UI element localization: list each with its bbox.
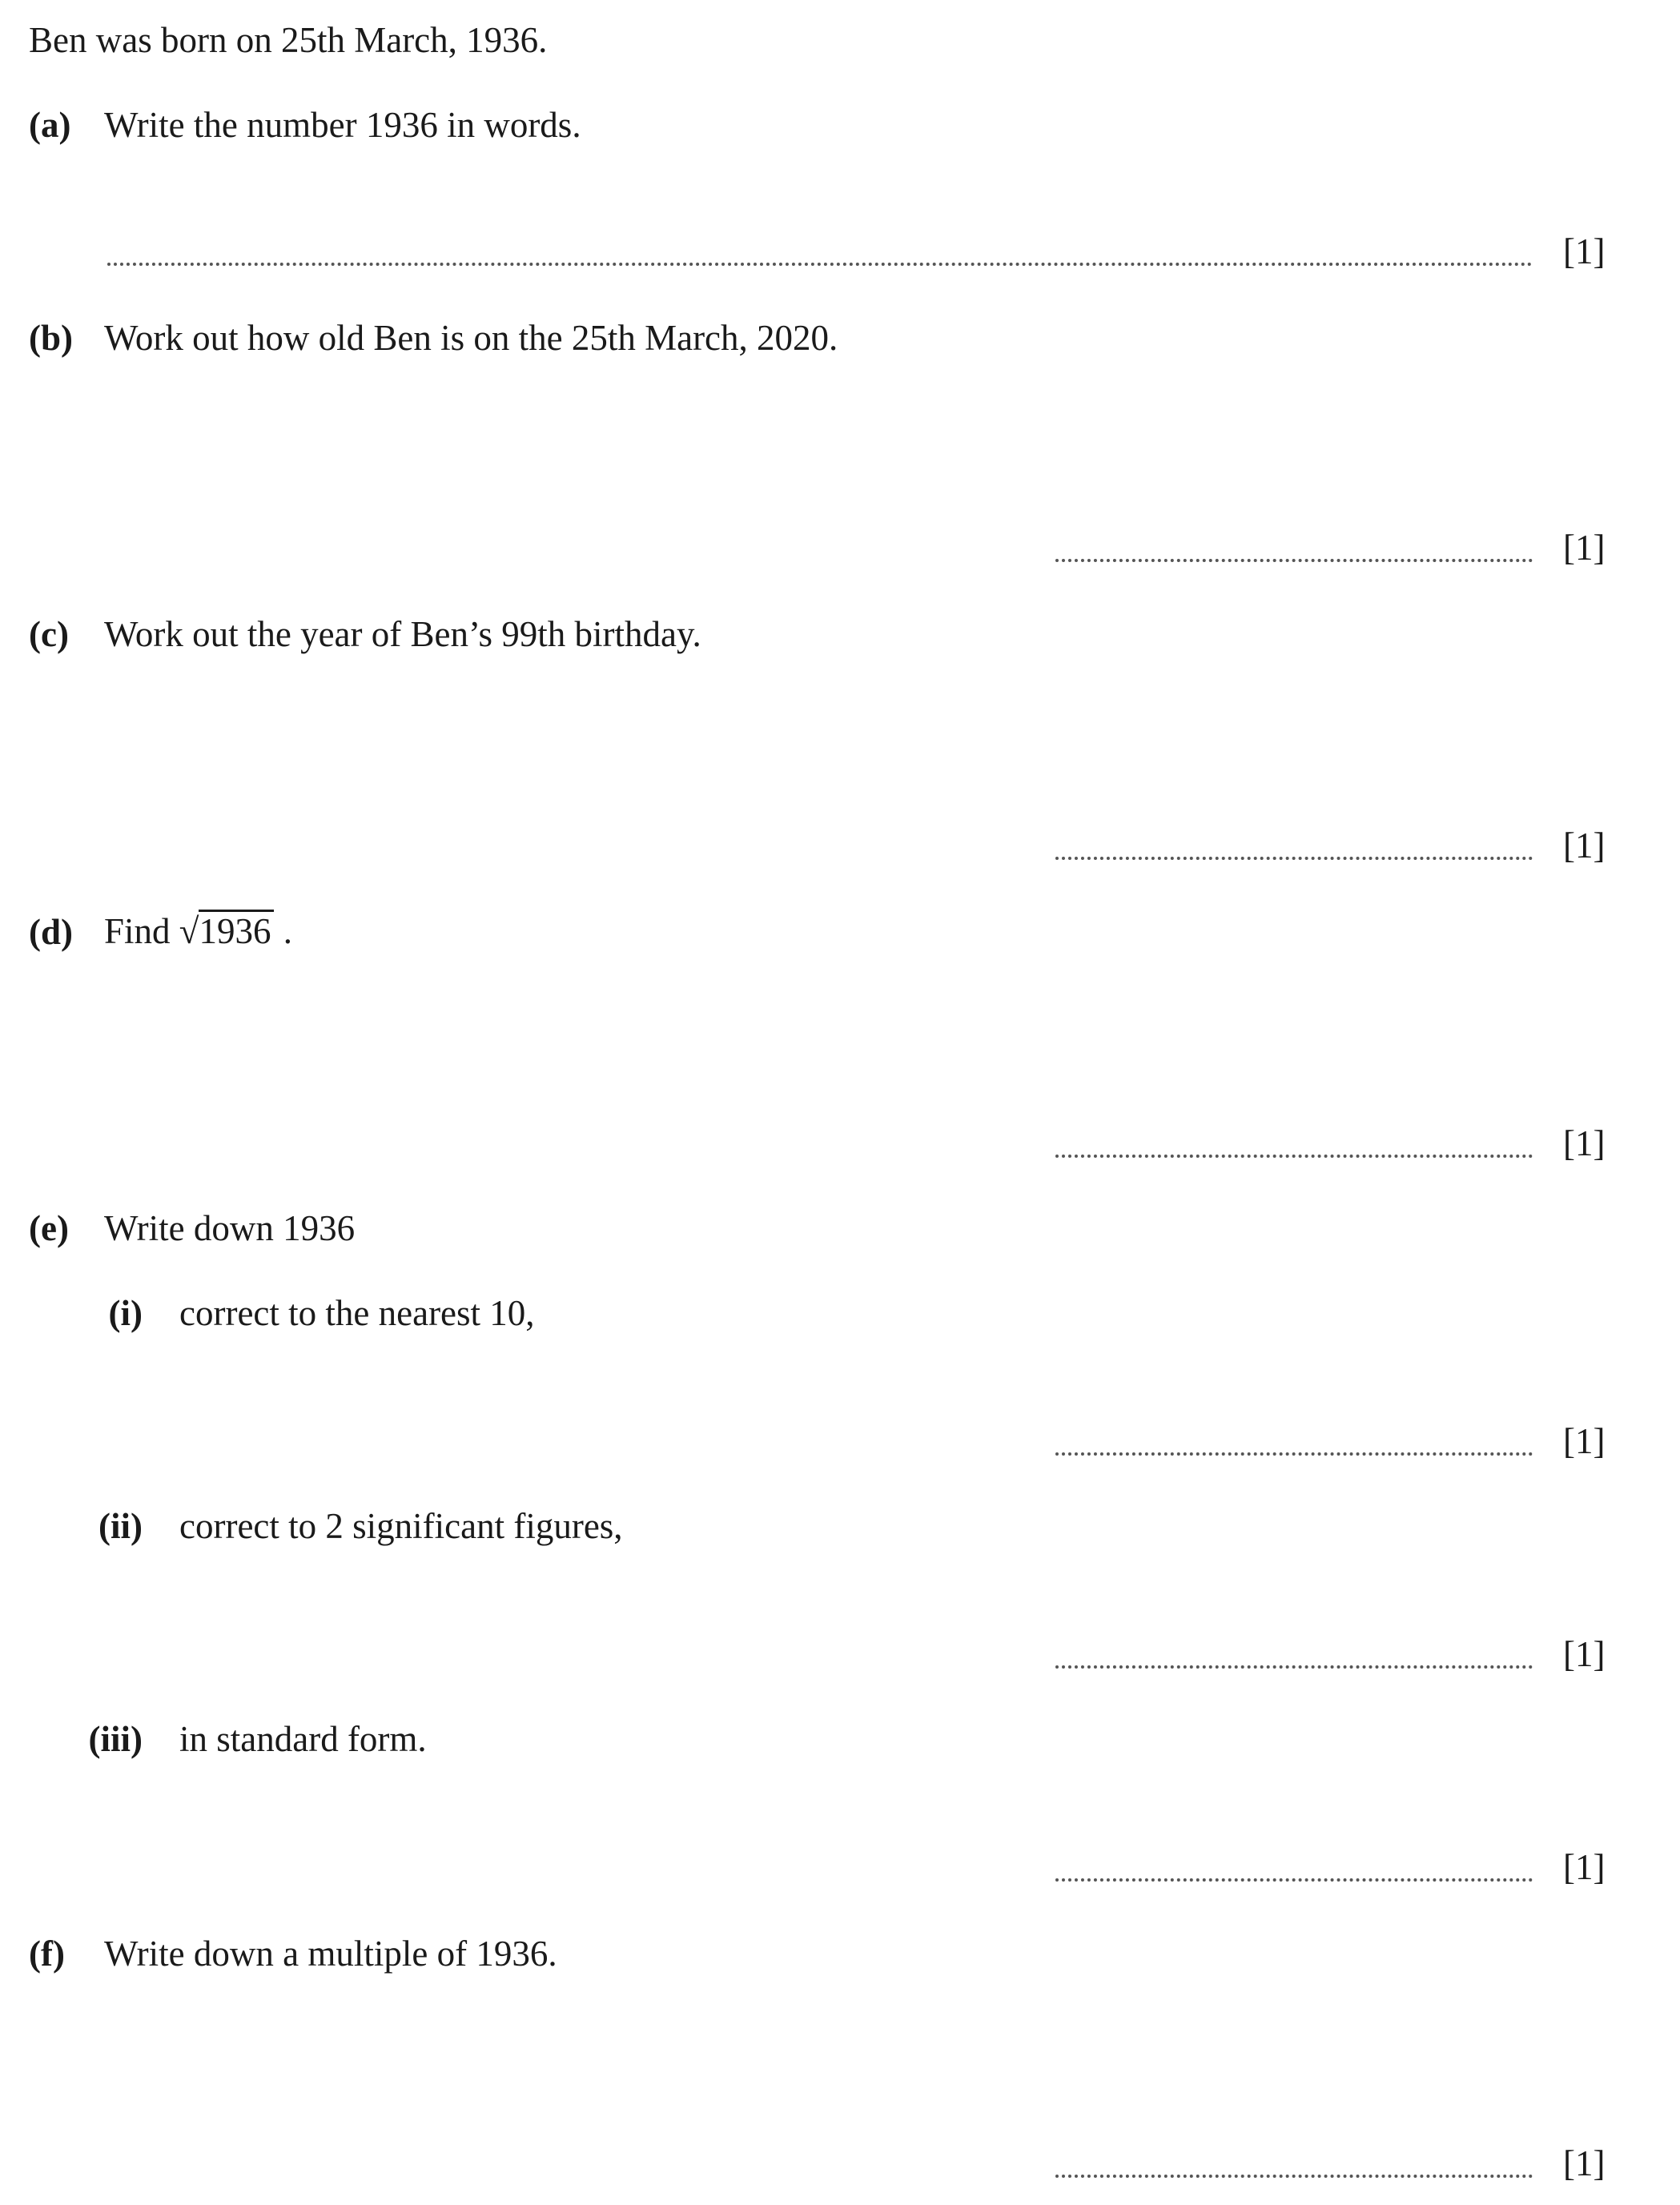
part-e-i-marks: [1]	[1563, 1421, 1606, 1461]
part-e-ii-marks: [1]	[1563, 1634, 1606, 1674]
part-c-marks: [1]	[1563, 825, 1606, 866]
part-d-answer-line[interactable]	[1055, 1147, 1533, 1158]
part-e-label: (e)	[29, 1208, 69, 1248]
square-root-icon: √	[179, 911, 199, 951]
part-d-question	[104, 910, 292, 950]
part-d-question-suffix: .	[283, 911, 292, 951]
part-d-label: (d)	[29, 912, 73, 952]
part-b-answer-line[interactable]	[1055, 551, 1533, 562]
part-a-marks: [1]	[1563, 231, 1606, 271]
part-d-radicand: 1936	[199, 910, 274, 950]
intro-text: Ben was born on 25th March, 1936.	[29, 20, 548, 60]
part-b-label: (b)	[29, 318, 73, 358]
part-e-i-label: (i)	[108, 1293, 143, 1333]
part-e-i-question: correct to the nearest 10,	[179, 1293, 535, 1333]
part-f-answer-line[interactable]	[1055, 2167, 1533, 2178]
part-e-ii-answer-line[interactable]	[1055, 1657, 1533, 1669]
part-f-marks: [1]	[1563, 2143, 1606, 2183]
part-e-question: Write down 1936	[104, 1208, 356, 1248]
part-b-question: Work out how old Ben is on the 25th March, 2020.	[104, 318, 838, 358]
part-d-marks: [1]	[1563, 1123, 1606, 1163]
part-e-ii-label: (ii)	[98, 1506, 143, 1546]
part-c-question: Work out the year of Ben’s 99th birthday.	[104, 614, 701, 654]
part-e-iii-marks: [1]	[1563, 1847, 1606, 1887]
part-e-iii-label: (iii)	[88, 1719, 143, 1759]
part-e-ii-question: correct to 2 significant figures,	[179, 1506, 623, 1546]
part-c-answer-line[interactable]	[1055, 849, 1533, 860]
part-e-iii-answer-line[interactable]	[1055, 1870, 1533, 1882]
square-root-expression	[179, 910, 275, 950]
part-d-question-prefix: Find	[104, 911, 171, 951]
part-e-iii-question: in standard form.	[179, 1719, 427, 1759]
part-a-label: (a)	[29, 105, 71, 145]
part-a-question: Write the number 1936 in words.	[104, 105, 581, 145]
part-b-marks: [1]	[1563, 528, 1606, 568]
part-c-label: (c)	[29, 614, 69, 654]
part-a-answer-line[interactable]	[107, 255, 1533, 266]
part-e-i-answer-line[interactable]	[1055, 1444, 1533, 1456]
part-f-label: (f)	[29, 1934, 65, 1974]
part-f-question: Write down a multiple of 1936.	[104, 1934, 557, 1974]
